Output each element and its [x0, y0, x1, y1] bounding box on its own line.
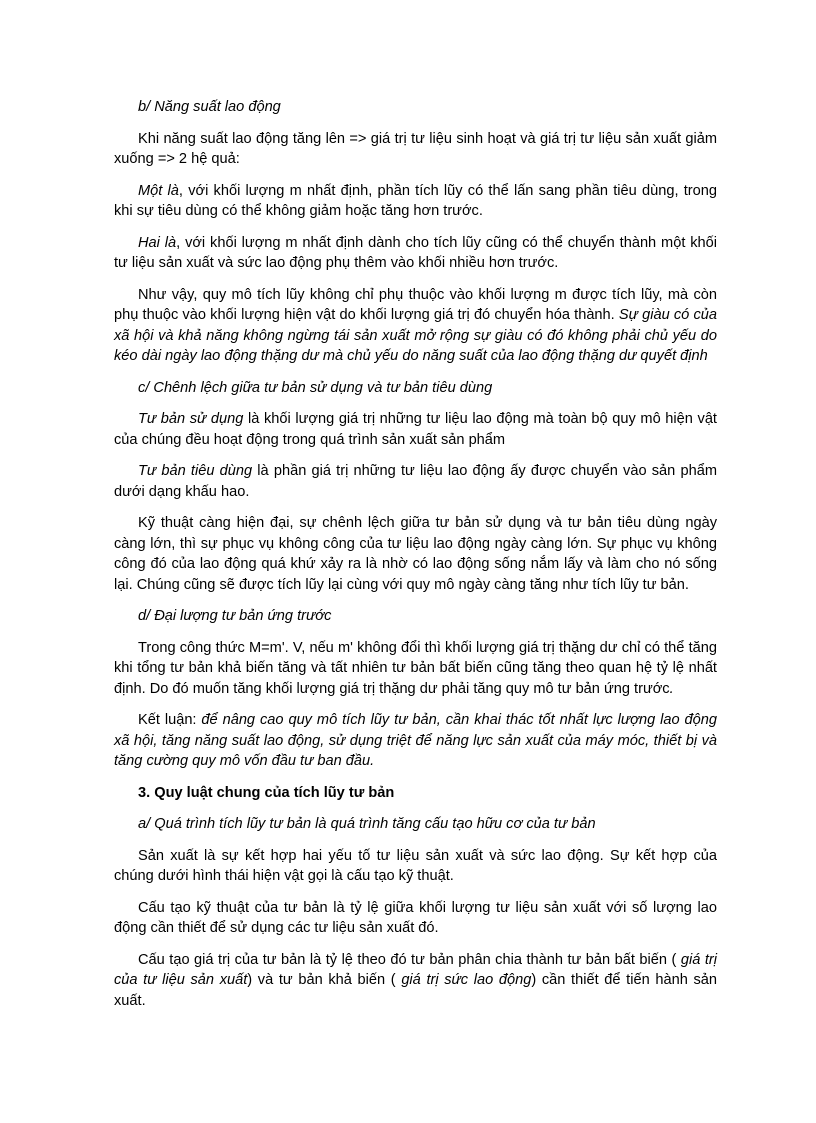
paragraph: Như vậy, quy mô tích lũy không chỉ phụ thuộc vào khối lượng m được tích lũy, mà còn phụ thuộc vào khối lượng hiện vật do khối lượng giá trị đó chuyển hóa thành. Sự giàu có của xã hội và khả năng không ngừng tái sản xuất mở rộng sự giàu có đó không phải chủ yếu do kéo dài ngày lao động thặng dư mà chủ yếu do năng suất của lao động thặng dư quyết định — [114, 286, 718, 364]
italic-term: Một là — [138, 182, 179, 199]
section-heading-c: c/ Chênh lệch giữa tư bản sử dụng và tư bản tiêu dùng — [138, 379, 493, 396]
italic-term: Tư bản tiêu dùng — [138, 463, 253, 479]
section-heading-3: 3. Quy luật chung của tích lũy tư bản — [138, 784, 395, 801]
italic-term: Hai là — [138, 234, 177, 251]
paragraph: Khi năng suất lao động tăng lên => giá trị tư liệu sinh hoạt và giá trị tư liệu sản xuất giảm xuống => 2 hệ quả: — [114, 130, 717, 167]
paragraph: Tư bản tiêu dùng là phần giá trị những tư liệu lao động ấy được chuyển vào sản phẩm dưới dạng khấu hao. — [114, 463, 717, 500]
paragraph: Một là, với khối lượng m nhất định, phần tích lũy có thể lấn sang phần tiêu dùng, trong khi sự tiêu dùng có thể không giảm hoặc tăng hơn trước. — [114, 182, 717, 219]
paragraph: Cấu tạo giá trị của tư bản là tỷ lệ theo đó tư bản phân chia thành tư bản bất biến ( giá trị của tư liệu sản xuất) và tư bản khả biến ( giá trị sức lao động) cần thiết để tiến hành sản xuất. — [114, 951, 718, 1009]
paragraph: Tư bản sử dụng là khối lượng giá trị những tư liệu lao động mà toàn bộ quy mô hiện vật của chúng đều hoạt động trong quá trình sản xuất sản phẩm — [114, 411, 717, 448]
paragraph: Sản xuất là sự kết hợp hai yếu tố tư liệu sản xuất và sức lao động. Sự kết hợp của chúng dưới hình thái hiện vật gọi là cấu tạo kỹ thuật. — [114, 847, 717, 884]
conclusion-paragraph: Kết luận: để nâng cao quy mô tích lũy tư bản, cần khai thác tốt nhất lực lượng lao động xã hội, tăng năng suất lao động, sử dụng triệt để năng lực sản xuất của máy móc, thiết bị và tăng cường quy mô vốn đầu tư ban đầu. — [114, 712, 717, 769]
paragraph: Cấu tạo kỹ thuật của tư bản là tỷ lệ giữa khối lượng tư liệu sản xuất với số lượng lao động cần thiết để sử dụng các tư liệu sản xuất đó. — [114, 899, 717, 936]
section-heading-b: b/ Năng suất lao động — [138, 99, 281, 115]
italic-term: Tư bản sử dụng — [138, 411, 244, 427]
section-heading-d: d/ Đại lượng tư bản ứng trước — [138, 608, 332, 624]
paragraph: Hai là, với khối lượng m nhất định dành cho tích lũy cũng có thể chuyển thành một khối tư liệu sản xuất và sức lao động phụ thêm vào khối nhiều hơn trước. — [114, 234, 718, 271]
document-body — [114, 97, 717, 1022]
paragraph: Kỹ thuật càng hiện đại, sự chênh lệch giữa tư bản sử dụng và tư bản tiêu dùng ngày càng lớn, thì sự phục vụ không công của tư liệu lao động ngày càng lớn. Sự phục vụ không công đó của lao động quá khứ xảy ra là nhờ có lao động sống nắm lấy và làm cho nó sống lại. Chúng cũng sẽ được tích lũy lại cùng với quy mô ngày càng tăng như tích lũy tư bản. — [114, 515, 717, 593]
paragraph: Trong công thức M=m'. V, nếu m' không đổi thì khối lượng giá trị thặng dư chỉ có thể tăng khi tổng tư bản khả biến tăng và tất nhiên tư bản bất biến cũng tăng theo quan hệ tỷ lệ nhất định. Do đó muốn tăng khối lượng giá trị thặng dư phải tăng quy mô tư bản ứng trước. — [114, 639, 717, 697]
section-heading-a: a/ Quá trình tích lũy tư bản là quá trình tăng cấu tạo hữu cơ của tư bản — [138, 816, 596, 832]
